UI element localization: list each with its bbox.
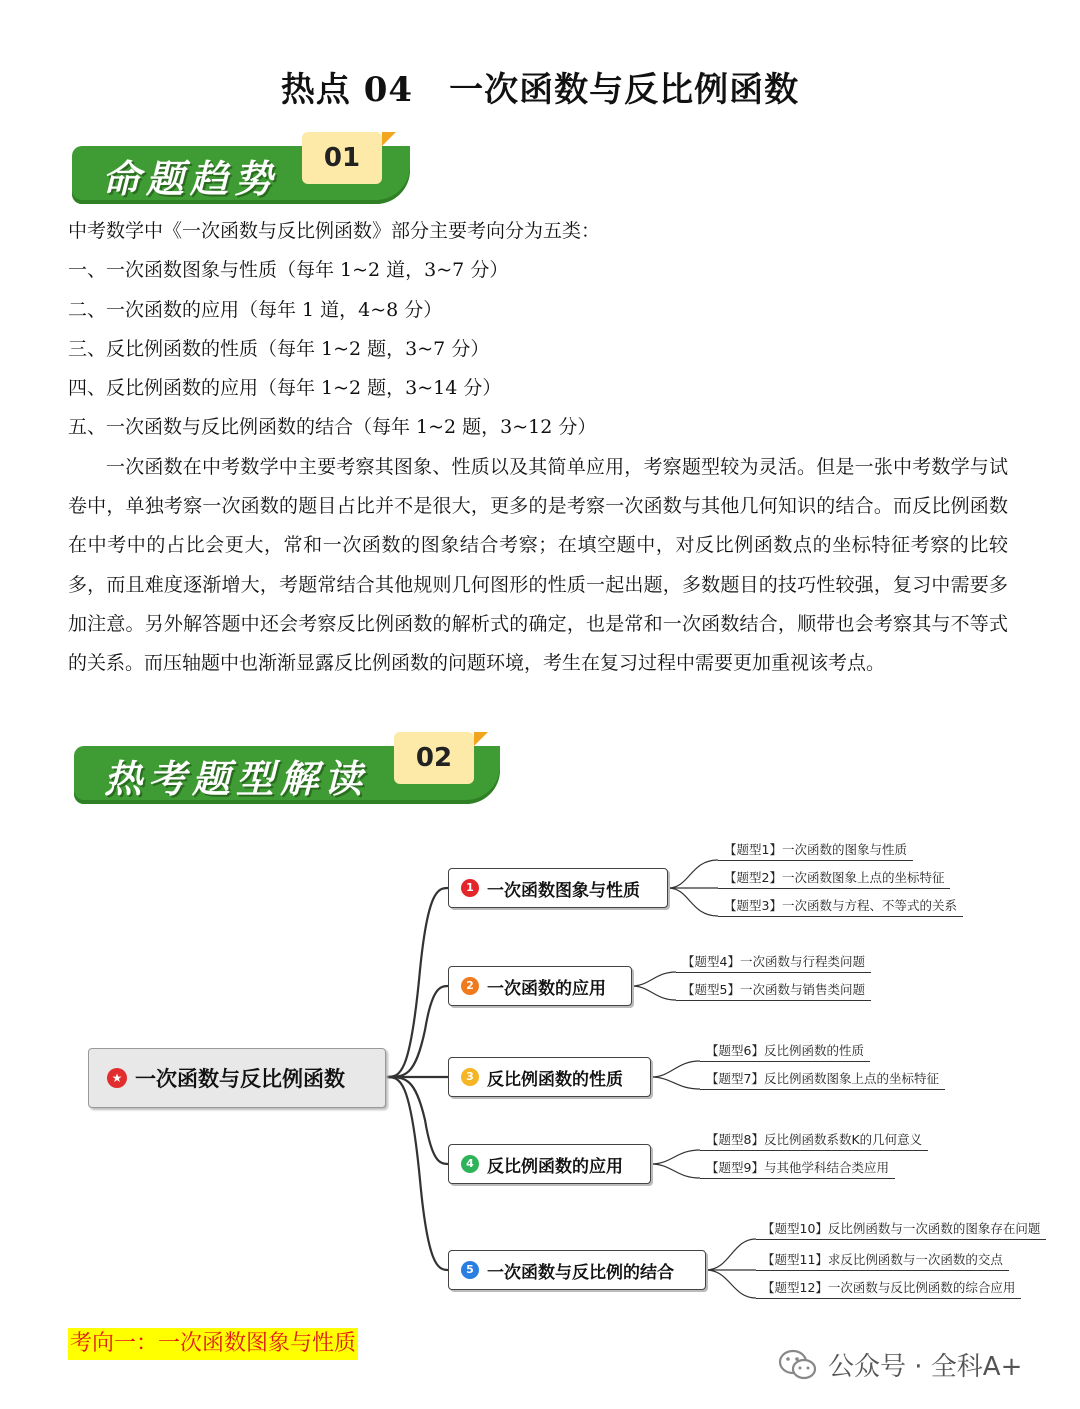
- branch-node-4: [448, 1144, 651, 1184]
- leaf-type-2: 【题型2】一次函数图象上点的坐标特征: [718, 868, 950, 889]
- title-number: 热点 04: [280, 70, 414, 110]
- mind-map-root: [88, 1048, 386, 1108]
- watermark: [778, 1346, 1022, 1383]
- branch-node-3: [448, 1057, 651, 1097]
- leaf-type-8: 【题型8】反比例函数系数K的几何意义: [700, 1130, 928, 1151]
- branch-label: 一次函数与反比例的结合: [487, 1262, 674, 1283]
- branch-label: 一次函数的应用: [487, 978, 606, 999]
- number-4-icon: 4: [461, 1155, 479, 1173]
- section-banner-trend: [72, 132, 412, 208]
- number-3-icon: 3: [461, 1068, 479, 1086]
- branch-node-1: [448, 868, 668, 908]
- mind-map: [0, 820, 1080, 1320]
- root-label: 一次函数与反比例函数: [135, 1067, 345, 1091]
- watermark-text: 公众号 · 全科A+: [828, 1352, 1023, 1382]
- direction-heading: 考向一：一次函数图象与性质: [68, 1328, 358, 1360]
- banner-fold: [382, 132, 396, 146]
- intro-item: 二、一次函数的应用（每年 1 道，4~8 分）: [68, 298, 443, 321]
- intro-text: [68, 212, 1008, 684]
- star-icon: ★: [107, 1068, 127, 1088]
- leaf-type-6: 【题型6】反比例函数的性质: [700, 1041, 870, 1062]
- branch-label: 一次函数图象与性质: [487, 880, 640, 901]
- banner-number-tag: 02: [394, 732, 474, 784]
- branch-label: 反比例函数的性质: [487, 1069, 623, 1090]
- intro-item: 四、反比例函数的应用（每年 1~2 题，3~14 分）: [68, 377, 502, 400]
- leaf-type-5: 【题型5】一次函数与销售类问题: [676, 980, 871, 1001]
- intro-item: 三、反比例函数的性质（每年 1~2 题，3~7 分）: [68, 337, 490, 360]
- intro-paragraph: 一次函数在中考数学中主要考察其图象、性质以及其简单应用，考察题型较为灵活。但是一张中考数学与试卷中，单独考察一次函数的题目占比并不是很大，更多的是考察一次函数与其他几何知识的结合。而反比例函数在中考中的占比会更大，常和一次函数的图象结合考察；在填空题中，对反比例函数点的坐标特征考察的比较多，而且难度逐渐增大，考题常结合其他规则几何图形的性质一起出题，多数题目的技巧性较强，复习中需要多加注意。另外解答题中还会考察反比例函数的解析式的确定，也是常和一次函数结合，顺带也会考察其与不等式的关系。而压轴题中也渐渐显露反比例函数的问题环境，考生在复习过程中需要更加重视该考点。: [68, 455, 1008, 675]
- leaf-type-12: 【题型12】一次函数与反比例函数的综合应用: [756, 1278, 1021, 1299]
- banner-label: 热考题型解读: [104, 756, 369, 801]
- branch-node-2: [448, 966, 632, 1006]
- intro-item: 一、一次函数图象与性质（每年 1~2 道，3~7 分）: [68, 259, 509, 282]
- number-2-icon: 2: [461, 977, 479, 995]
- wechat-icon: [778, 1349, 818, 1381]
- banner-label: 命题趋势: [102, 156, 279, 201]
- number-5-icon: 5: [461, 1261, 479, 1279]
- leaf-type-3: 【题型3】一次函数与方程、不等式的关系: [718, 896, 963, 917]
- leaf-type-10: 【题型10】反比例函数与一次函数的图象存在问题: [756, 1219, 1046, 1240]
- branch-label: 反比例函数的应用: [487, 1156, 623, 1177]
- leaf-type-1: 【题型1】一次函数的图象与性质: [718, 840, 913, 861]
- intro-item: 五、一次函数与反比例函数的结合（每年 1~2 题，3~12 分）: [68, 416, 597, 439]
- section-banner-types: [74, 732, 504, 808]
- banner-number-tag: 01: [302, 132, 382, 184]
- leaf-type-9: 【题型9】与其他学科结合类应用: [700, 1158, 895, 1179]
- leaf-type-11: 【题型11】求反比例函数与一次函数的交点: [756, 1250, 1009, 1271]
- leaf-type-7: 【题型7】反比例函数图象上点的坐标特征: [700, 1069, 945, 1090]
- number-1-icon: 1: [461, 879, 479, 897]
- intro-lead: 中考数学中《一次函数与反比例函数》部分主要考向分为五类：: [68, 220, 601, 242]
- banner-fold: [474, 732, 488, 746]
- page-title: [0, 62, 1080, 111]
- title-text: 一次函数与反比例函数: [449, 70, 800, 110]
- leaf-type-4: 【题型4】一次函数与行程类问题: [676, 952, 871, 973]
- branch-node-5: [448, 1250, 706, 1290]
